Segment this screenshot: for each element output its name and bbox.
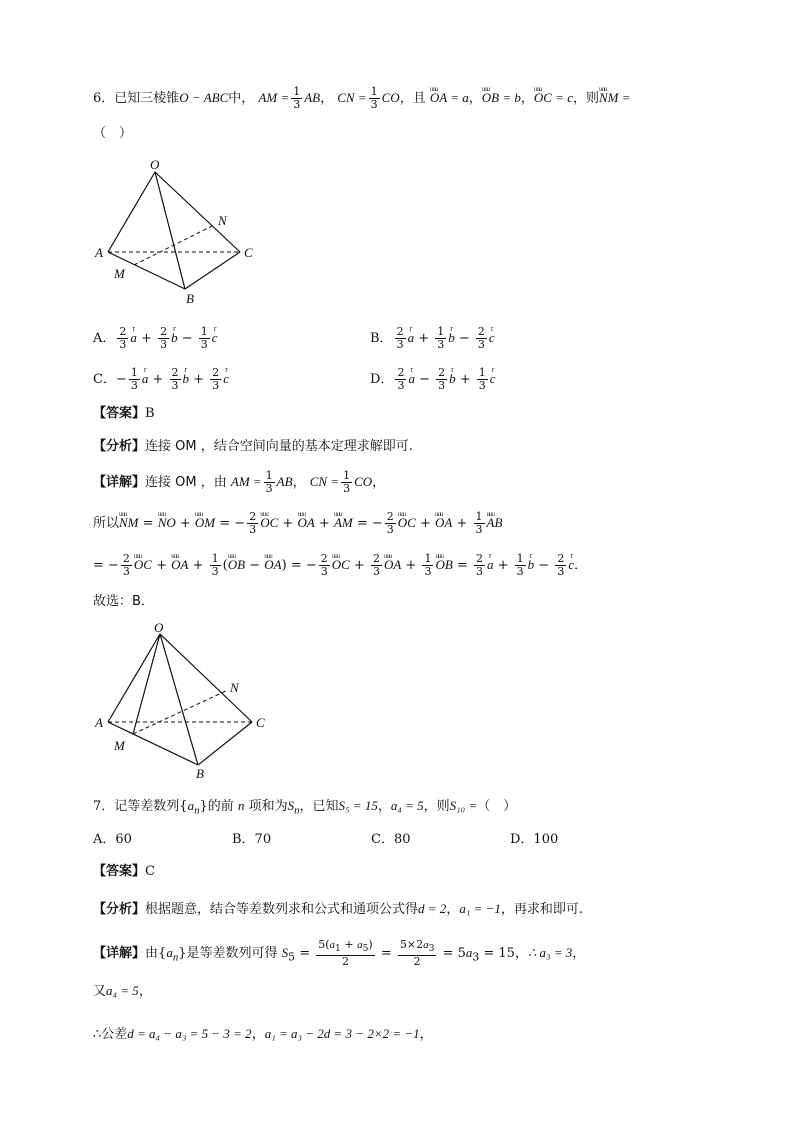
q7-detail: 【详解】由$\{a_n\}$是等差数列可得 $S_5$ = $\frac{5(a_1 + a_5)}{2}$ = $\frac{5\times 2a_3}{2}$ = $5a_3 = 15$，∴ a₃ = 3， xyxy=(93,938,586,969)
q6-derivation-1: 所以uuu NM = uuu NO + uuu OM = − $\frac{2}{3}$ uuu OC + uuu OA + uuu AM = − $\frac{2}{3}$ uuu OC + uuu OA + $\frac{1}{3}$ uuu AB xyxy=(93,511,502,536)
q6-number: 6． xyxy=(93,91,115,106)
label-A-2: A xyxy=(95,715,103,730)
label-A: A xyxy=(95,245,103,260)
q7-line-gongcha: ∴公差d = a₄ − a₃ = 5 − 3 = 2，a₁ = a₃ − 2d = 3 − 2×2 = −1， xyxy=(93,1026,433,1042)
label-C-2: C xyxy=(256,715,265,730)
label-C: C xyxy=(244,245,253,260)
q6-paren: （ ） xyxy=(93,126,133,141)
q7-option-a[interactable]: A．60 xyxy=(93,832,132,847)
q6-analysis: 【分析】连接 OM ，结合空间向量的基本定理求解即可. xyxy=(93,439,413,454)
q6-option-a[interactable]: A． $\frac{2}{3}$ r a + $\frac{2}{3}$ r b − $\frac{1}{3}$ r c xyxy=(93,326,218,351)
q7-analysis: 【分析】根据题意，结合等差数列求和公式和通项公式得d = 2，a₁ = −1，再求和即可. xyxy=(93,901,584,917)
tetrahedron-figure-2 xyxy=(90,620,280,780)
label-N: N xyxy=(218,213,227,228)
q6-detail: 【详解】连接 OM ，由 AM = $\frac{1}{3}$ AB， CN = $\frac{1}{3}$ CO， xyxy=(93,469,386,495)
q6-derivation-2: = − $\frac{2}{3}$ uuu OC + uuu OA + $\frac{1}{3}$ (uuu OB − uuu OA) = − $\frac{2}{3}$ uuu OC + $\frac{2}{3}$ uuu OA + $\frac{1}{3}$ uuu OB = $\frac{2}{3}$ r a + $\frac{1}{3}$ r b − $\frac{2}{3}$ r c． xyxy=(93,553,587,578)
q7-answer: 【答案】C xyxy=(93,864,155,879)
q7-option-d[interactable]: D．100 xyxy=(510,832,559,847)
label-B-2: B xyxy=(196,766,204,780)
q7-option-c[interactable]: C．80 xyxy=(371,832,411,847)
tetrahedron-figure-1 xyxy=(90,155,270,305)
q7-option-b[interactable]: B．70 xyxy=(232,832,272,847)
q6-option-d[interactable]: D． $\frac{2}{3}$ r a − $\frac{2}{3}$ r b + $\frac{1}{3}$ r c xyxy=(370,367,496,392)
label-N-2: N xyxy=(230,680,239,695)
label-B: B xyxy=(186,291,194,305)
q6-conclusion: 故选：B． xyxy=(93,594,154,609)
q7-stem: 7．记等差数列$\{a_n\}$的前 n 项和为$S_n$，已知S₅ = 15，a₄ = 5，则S₁₀ =（ ） xyxy=(93,798,517,817)
label-O: O xyxy=(150,157,160,172)
label-M-2: M xyxy=(114,738,125,753)
q7-line-you: 又a₄ = 5， xyxy=(93,983,152,999)
q6-answer: 【答案】B xyxy=(93,406,155,421)
q6-option-b[interactable]: B． $\frac{2}{3}$ r a + $\frac{1}{3}$ r b − $\frac{2}{3}$ r c xyxy=(370,326,495,351)
label-M: M xyxy=(114,266,125,281)
label-O-2: O xyxy=(154,620,164,635)
q6-option-c[interactable]: C．− $\frac{1}{3}$ r a + $\frac{2}{3}$ r b + $\frac{2}{3}$ r c xyxy=(93,367,229,392)
q6-stem: 6．已知三棱锥O − ABC中， AM = $\frac{1}{3}$ AB， CN = $\frac{1}{3}$ CO，且 uuu OA = a，uuu OB = b，uuu OC = c，则uuu NM = xyxy=(93,86,631,111)
